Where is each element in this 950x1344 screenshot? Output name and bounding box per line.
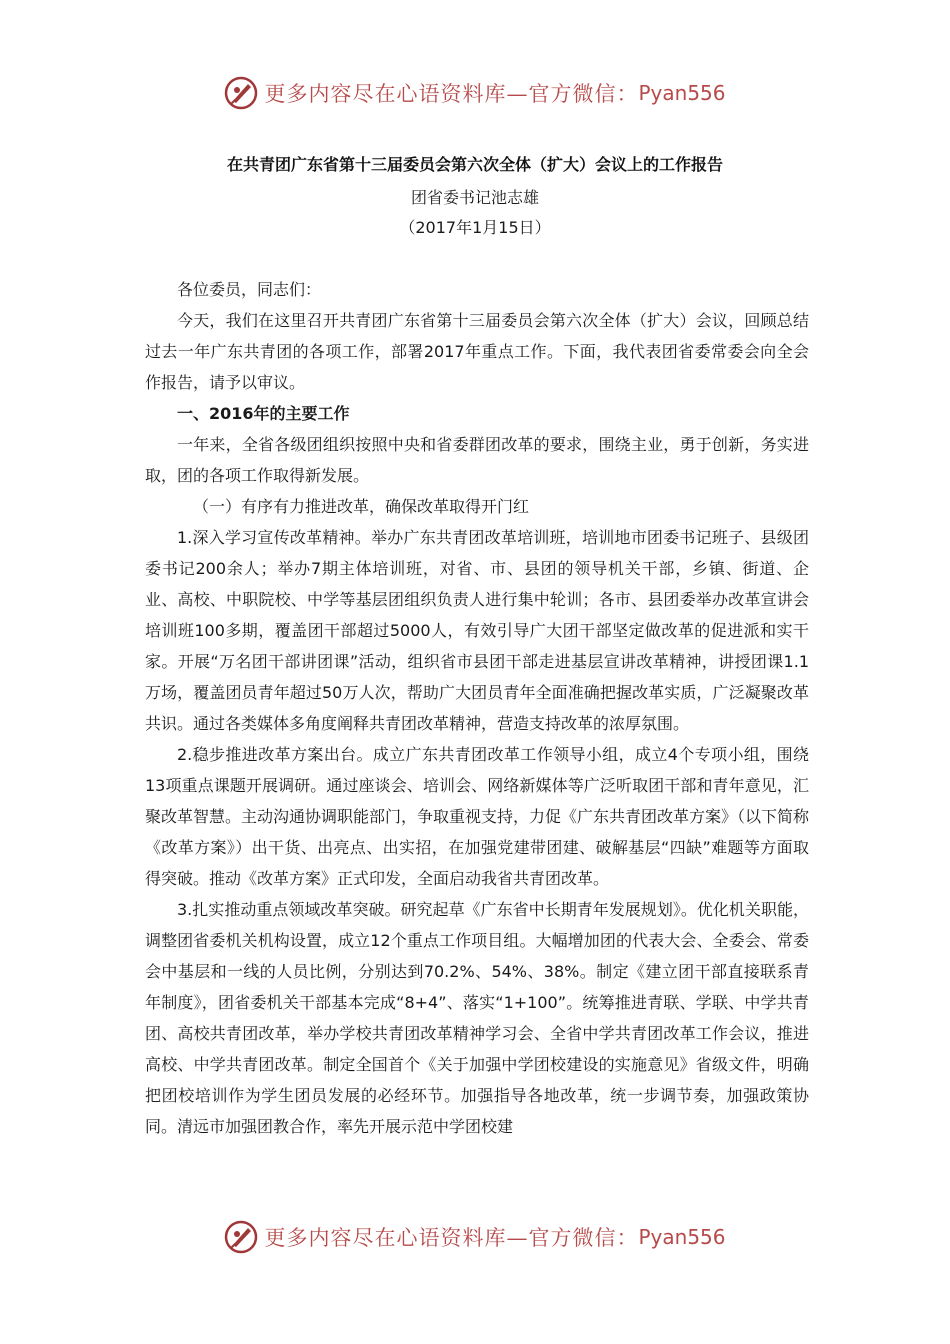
body-paragraph: 2.稳步推进改革方案出台。成立广东共青团改革工作领导小组，成立4个专项小组，围绕13项重点课题开展调研。通过座谈会、培训会、网络新媒体等广泛听取团干部和青年意见，汇聚改革智慧。主动沟通协调职能部门，争取重视支持，力促《广东共青团改革方案》（以下简称《改革方案》）出干货、出亮点、出实招，在加强党建带团建、破解基层“四缺”难题等方面取得突破。推动《改革方案》正式印发，全面启动我省共青团改革。 [145,745,810,888]
quill-logo-icon [224,1220,258,1254]
overview-paragraph: 一年来，全省各级团组织按照中央和省委群团改革的要求，围绕主业，勇于创新，务实进取，团的各项工作取得新发展。 [145,435,809,485]
banner-wechat-id: Pyan556 [638,1225,726,1249]
body-paragraph: 1.深入学习宣传改革精神。举办广东共青团改革培训班，培训地市团委书记班子、县级团委书记200余人；举办7期主体培训班，对省、市、县团的领导机关干部，乡镇、街道、企业、高校、中职院校、中学等基层团组织负责人进行集中轮训；各市、县团委举办改革宣讲会培训班100多期，覆盖团干部超过5000人，有效引导广大团干部坚定做改革的促进派和实干家。开展“万名团干部讲团课”活动，组织省市县团干部走进基层宣讲改革精神，讲授团课1.1万场，覆盖团员青年超过50万人次，帮助广大团员青年全面准确把握改革实质，广泛凝聚改革共识。通过各类媒体多角度阐释共青团改革精神，营造支持改革的浓厚氛围。 [145,528,809,733]
quill-logo-icon [224,76,258,110]
footer-banner [0,1217,950,1257]
banner-text: 更多内容尽在心语资料库—官方微信： [264,82,639,106]
section-heading: 一、2016年的主要工作 [177,404,350,423]
banner-wechat-id: Pyan556 [638,81,726,105]
banner-text: 更多内容尽在心语资料库—官方微信： [264,1226,639,1250]
header-banner [0,73,950,113]
document-body [145,274,809,1142]
document-title: 在共青团广东省第十三届委员会第六次全体（扩大）会议上的工作报告 [226,155,723,174]
body-paragraph: 3.扎实推动重点领域改革突破。研究起草《广东省中长期青年发展规划》。优化机关职能，调整团省委机关机构设置，成立12个重点工作项目组。大幅增加团的代表大会、全委会、常委会中基层和一线的人员比例，分别达到70.2%、54%、38%。制定《建立团干部直接联系青年制度》，团省委机关干部基本完成“8+4”、落实“1+100”。统筹推进青联、学联、中学共青团、高校共青团改革，举办学校共青团改革精神学习会、全省中学共青团改革工作会议，推进高校、中学共青团改革。制定全国首个《关于加强中学团校建设的实施意见》省级文件，明确把团校培训作为学生团员发展的必经环节。加强指导各地改革，统一步调节奏，加强政策协同。清远市加强团教合作，率先开展示范中学团校建 [145,900,809,1136]
document-author: 团省委书记池志雄 [410,188,539,207]
intro-paragraph: 今天，我们在这里召开共青团广东省第十三届委员会第六次全体（扩大）会议，回顾总结过去一年广东共青团的各项工作，部署2017年重点工作。下面，我代表团省委常委会向全会作报告，请予以审议。 [145,311,809,392]
salutation: 各位委员，同志们： [177,280,322,299]
subsection-heading: （一）有序有力推进改革，确保改革取得开门红 [193,497,530,516]
document-date: （2017年1月15日） [399,218,551,237]
